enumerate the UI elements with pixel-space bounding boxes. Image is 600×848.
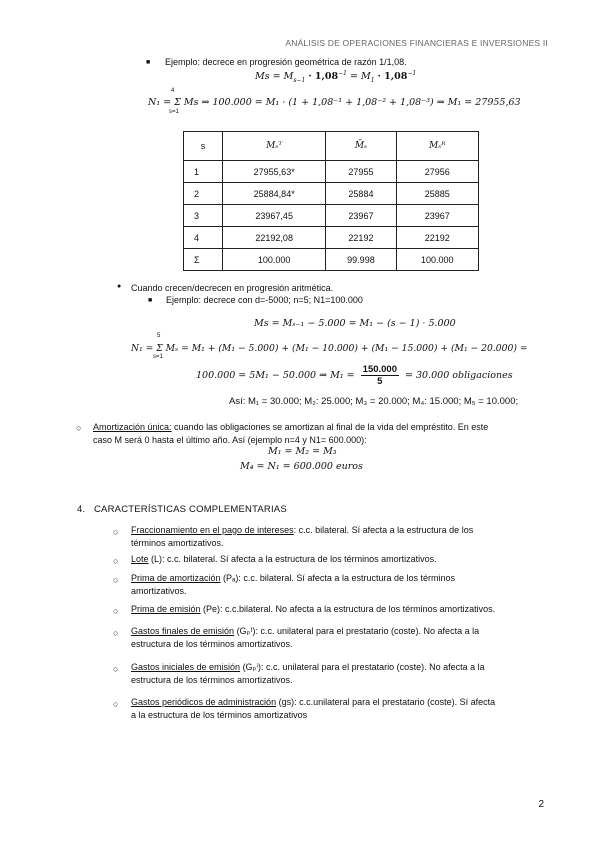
table-cell: 22192,08: [223, 227, 326, 249]
table-row: [184, 161, 479, 183]
table-cell: 3: [184, 205, 223, 227]
table-cell: 25885: [396, 183, 478, 205]
table-header-cell: s: [184, 132, 223, 161]
table-cell: 25884,84*: [223, 183, 326, 205]
hollow-bullet-icon: ○: [113, 575, 119, 585]
table-cell: 4: [184, 227, 223, 249]
table-cell: 100.000: [396, 249, 478, 271]
table-header-cell: M̄ₛ: [326, 132, 396, 161]
table-cell: 22192: [396, 227, 478, 249]
table-header-row: [184, 132, 479, 161]
sum-upper-limit: 5: [157, 333, 161, 339]
table-cell: 23967: [396, 205, 478, 227]
equation-geometric-2: N₁ = Σ Ms ⇒ 100.000 = M₁ · (1 + 1,08⁻¹ + 1,08⁻² + 1,08⁻³) ⇒ M₁ = 27955,63: [148, 97, 521, 108]
square-bullet-icon: ■: [146, 59, 151, 66]
example-geometric-label: Ejemplo: decrece en progresión geométrica de razón 1/1,08.: [165, 57, 407, 67]
square-bullet-icon: ■: [148, 297, 153, 304]
section-number: 4.: [77, 504, 86, 515]
table-total-row: [184, 249, 479, 271]
list-item: Gastos periódicos de administración (gs): c.c.unilateral para el prestatario (coste). Sí afecta a la estructura de los términos amortizativos: [131, 697, 496, 720]
table-cell: 23967: [326, 205, 396, 227]
section-title: CARACTERÍSTICAS COMPLEMENTARIAS: [94, 504, 287, 515]
table-cell: 27956: [396, 161, 478, 183]
table-header-cell: Mₛᵀ: [223, 132, 326, 161]
equation-single-1: M₁ = M₂ = M₃: [268, 446, 337, 457]
list-item: Prima de emisión (Pe): c.c.bilateral. No afecta a la estructura de los términos amortizativos.: [131, 604, 496, 614]
equation-arith-1: Ms = Mₛ₋₁ − 5.000 = M₁ − (s − 1) · 5.000: [254, 318, 456, 329]
equation-single-2: M₄ = N₁ = 600.000 euros: [240, 461, 363, 472]
dot-bullet-icon: ●: [117, 283, 122, 290]
arith-result-line: Así: M₁ = 30.000; M₂: 25.000; M₃ = 20.000; M₄: 15.000; M₅ = 10.000;: [229, 396, 519, 407]
equation-arith-2: N₁ = Σ Mₛ = M₁ + (M₁ − 5.000) + (M₁ − 10.000) + (M₁ − 15.000) + (M₁ − 20.000) =: [131, 343, 528, 354]
hollow-bullet-icon: ○: [113, 527, 119, 537]
equation-arith-3: 100.000 = 5M₁ − 50.000 ⇒ M₁ = $\frac{150.000}{5}$ = 30.000 obligaciones: [196, 364, 513, 387]
page-header: ANÁLISIS DE OPERACIONES FINANCIERAS E INVERSIONES II: [285, 38, 548, 48]
table-cell: 27955,63*: [223, 161, 326, 183]
sum-lower-limit: s=1: [153, 354, 163, 360]
table-cell: 99.998: [326, 249, 396, 271]
hollow-bullet-icon: ○: [113, 699, 119, 709]
amortization-table: [183, 131, 479, 271]
table-cell: 23967,45: [223, 205, 326, 227]
sum-lower-limit: s=1: [169, 109, 179, 115]
table-row: [184, 183, 479, 205]
amortization-single-paragraph: Amortización única: cuando las obligaciones se amortizan al final de la vida del empréstito. En este caso M será 0 hasta el último año. Así (ejemplo n=4 y N1= 600.000):: [93, 422, 489, 445]
table-cell: 25884: [326, 183, 396, 205]
hollow-bullet-icon: ○: [113, 606, 119, 616]
table-row: [184, 205, 479, 227]
hollow-bullet-icon: ○: [113, 556, 119, 566]
table-cell: 2: [184, 183, 223, 205]
arith-bullet-text: Cuando crecen/decrecen en progresión aritmética.: [131, 283, 334, 293]
table-row: [184, 227, 479, 249]
hollow-bullet-icon: ○: [113, 628, 119, 638]
table-cell: 1: [184, 161, 223, 183]
amortization-single-title: Amortización única:: [93, 422, 172, 432]
list-item: Gastos finales de emisión (Gₚᶠ): c.c. unilateral para el prestatario (coste). No afecta a la estructura de los términos amortizativos.: [131, 626, 480, 649]
hollow-bullet-icon: ○: [113, 664, 119, 674]
list-item: Fraccionamiento en el pago de intereses: c.c. bilateral. Sí afecta a la estructura de los términos amortizativos.: [131, 525, 474, 548]
list-item: Gastos iniciales de emisión (Gₚⁱ): c.c. unilateral para el prestatario (coste). No afecta a la estructura de los términos amortizativos.: [131, 662, 485, 685]
table-cell: 100.000: [223, 249, 326, 271]
equation-geometric-1: $Ms = M_{s-1} \cdot 1,08^{-1} = M_1 \cdot 1,08^{-1}$: [255, 70, 417, 85]
table-cell: Σ: [184, 249, 223, 271]
page-number: 2: [538, 799, 544, 810]
list-item: Lote (L): c.c. bilateral. Sí afecta a la estructura de los términos amortizativos.: [131, 554, 437, 564]
table-cell: 27955: [326, 161, 396, 183]
list-item: Prima de amortización (Pₐ): c.c. bilateral. Sí afecta a la estructura de los términos amortizativos.: [131, 573, 455, 596]
table-header-cell: Mₛᴿ: [396, 132, 478, 161]
hollow-bullet-icon: ○: [76, 423, 82, 433]
sum-upper-limit: 4: [171, 88, 175, 94]
table-cell: 22192: [326, 227, 396, 249]
arith-example-label: Ejemplo: decrece con d=-5000; n=5; N1=100.000: [166, 295, 363, 305]
